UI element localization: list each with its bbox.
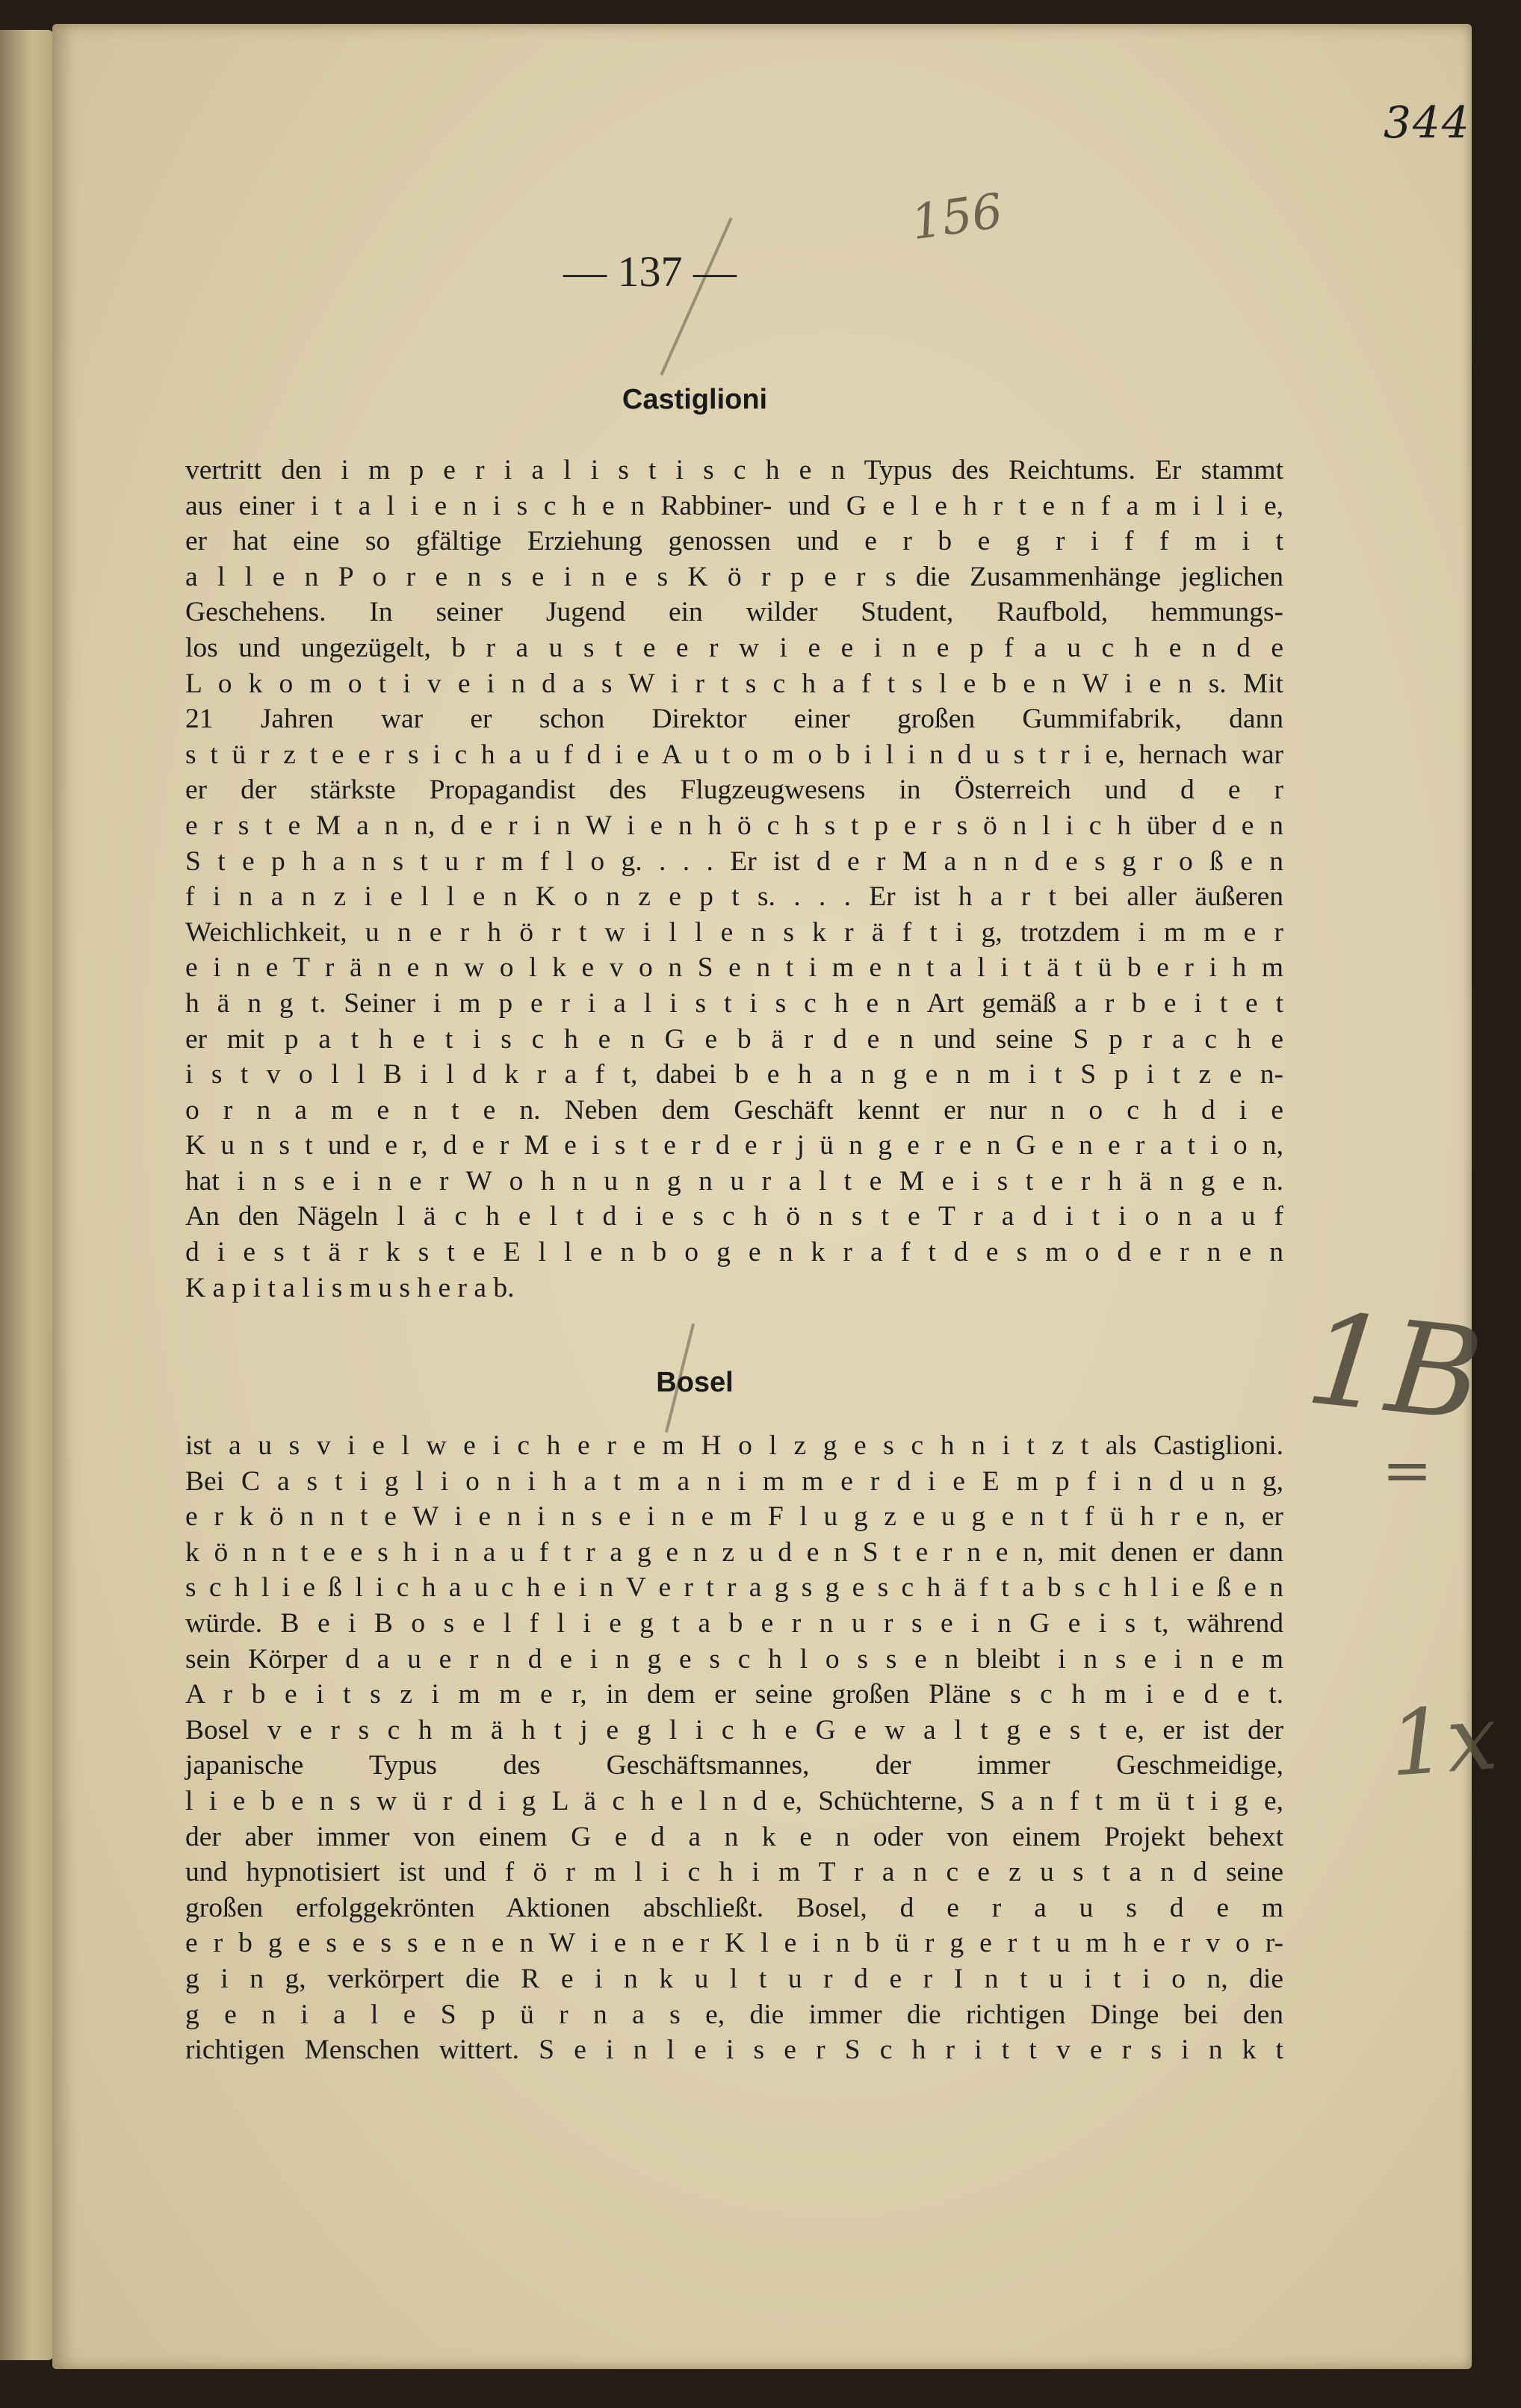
text-line: s c h l i e ß l i c h a u c h e i n V e r t r a g s g e s c h ä f t a b s c h l i e ß e n (185, 1572, 1283, 1604)
text-line: aus einer i t a l i e n i s c h e n Rabbiner- und G e l e h r t e n f a m i l i e, (185, 490, 1283, 521)
text-line: g e n i a l e S p ü r n a s e, die immer die richtigen Dinge bei den (185, 1999, 1283, 2030)
text-line: e r b g e s e s s e n e n W i e n e r K l e i n b ü r g e r t u m h e r v o r- (185, 1928, 1283, 1959)
text-line: h ä n g t. Seiner i m p e r i a l i s t i s c h e n Art gemäß a r b e i t e t (185, 987, 1283, 1019)
text-line: An den Nägeln l ä c h e l t d i e s c h ö n s t e T r a d i t i o n a u f (185, 1201, 1283, 1232)
text-line: e i n e T r ä n e n w o l k e v o n S e n t i m e n t a l i t ä t ü b e r i h m (185, 952, 1283, 984)
facing-page-edge (0, 30, 54, 2360)
text-line: d i e s t ä r k s t e E l l e n b o g e n k r a f t d e s m o d e r n e n (185, 1237, 1283, 1268)
text-line: i s t v o l l B i l d k r a f t, dabei b e h a n g e n m i t S p i t z e n- (185, 1059, 1283, 1090)
text-line: K a p i t a l i s m u s h e r a b. (185, 1272, 515, 1303)
pencil-note-equals: = (1382, 1436, 1433, 1505)
text-line: L o k o m o t i v e i n d a s W i r t s c h a f t s l e b e n W i e n s. Mit (185, 668, 1283, 699)
text-line: e r s t e M a n n, d e r i n W i e n h ö c h s t p e r s ö n l i c h über d e n (185, 810, 1283, 841)
book-page (52, 24, 1501, 2369)
text-line: der aber immer von einem G e d a n k e n oder von einem Projekt behext (185, 1821, 1283, 1852)
text-line: l i e b e n s w ü r d i g L ä c h e l n d e, Schüchterne, S a n f t m ü t i g e, (185, 1785, 1283, 1816)
text-line: japanische Typus des Geschäftsmannes, der immer Geschmeidige, (185, 1750, 1283, 1781)
text-line: richtigen Menschen wittert. S e i n l e i s e r S c h r i t t v e r s i n k t (185, 2035, 1283, 2066)
page-number: — 137 — (563, 247, 737, 296)
handwritten-folio-number: 344 (1384, 97, 1471, 148)
text-line: a l l e n P o r e n s e i n e s K ö r p e r s die Zusammenhänge jeglichen (185, 561, 1283, 592)
section-text-castiglioni (185, 453, 1283, 1306)
text-line: und hypnotisiert ist und f ö r m l i c h i m T r a n c e z u s t a n d seine (185, 1857, 1283, 1888)
section-title-bosel: Bosel (656, 1367, 734, 1398)
text-line: s t ü r z t e e r s i c h a u f d i e A u t o m o b i l i n d u s t r i e, hernach war (185, 739, 1283, 770)
text-line: f i n a n z i e l l e n K o n z e p t s. . . . Er ist h a r t bei aller äußeren (185, 881, 1283, 913)
text-line: großen erfolggekrönten Aktionen abschließt. Bosel, d e r a u s d e m (185, 1892, 1283, 1923)
text-line: e r k ö n n t e W i e n i n s e i n e m F l u g z e u g e n t f ü h r e n, er (185, 1501, 1283, 1533)
text-line: A r b e i t s z i m m e r, in dem er seine großen Pläne s c h m i e d e t. (185, 1679, 1283, 1710)
pencil-note-top: 156 (908, 183, 1006, 252)
section-text-bosel (185, 1428, 1283, 2068)
text-line: vertritt den i m p e r i a l i s t i s c h e n Typus des Reichtums. Er stammt (185, 455, 1283, 485)
pencil-stroke (660, 217, 732, 376)
text-line: er hat eine so gfältige Erziehung genossen und e r b e g r i f f m i t (185, 526, 1283, 557)
text-line: los und ungezügelt, b r a u s t e e r w i e e i n e p f a u c h e n d e (185, 632, 1283, 663)
text-line: k ö n n t e e s h i n a u f t r a g e n z u d e n S t e r n e n, mit denen er dann (185, 1536, 1283, 1568)
pencil-note-1b: 1B (1300, 1285, 1489, 1450)
pencil-note-1x: 1x (1386, 1686, 1501, 1797)
text-line: Bosel v e r s c h m ä h t j e g l i c h e G e w a l t g e s t e, er ist der (185, 1714, 1283, 1746)
text-line: 21 Jahren war er schon Direktor einer großen Gummifabrik, dann (185, 704, 1283, 735)
text-line: er der stärkste Propagandist des Flugzeugwesens in Österreich und d e r (185, 775, 1283, 806)
text-line: Bei C a s t i g l i o n i h a t m a n i m m e r d i e E m p f i n d u n g, (185, 1465, 1283, 1497)
text-line: S t e p h a n s t u r m f l o g. . . . Er ist d e r M a n n d e s g r o ß e n (185, 845, 1283, 877)
text-line: g i n g, verkörpert die R e i n k u l t u r d e r I n t u i t i o n, die (185, 1963, 1283, 1994)
text-line: Weichlichkeit, u n e r h ö r t w i l l e n s k r ä f t i g, trotzdem i m m e r (185, 916, 1283, 948)
section-title-castiglioni: Castiglioni (622, 384, 768, 415)
text-line: o r n a m e n t e n. Neben dem Geschäft kennt er nur n o c h d i e (185, 1094, 1283, 1126)
text-line: hat i n s e i n e r W o h n u n g n u r a l t e M e i s t e r h ä n g e n. (185, 1165, 1283, 1197)
text-line: K u n s t und e r, d e r M e i s t e r d e r j ü n g e r e n G e n e r a t i o n, (185, 1130, 1283, 1161)
text-line: würde. B e i B o s e l f l i e g t a b e r n u r s e i n G e i s t, während (185, 1607, 1283, 1639)
text-line: ist a u s v i e l w e i c h e r e m H o l z g e s c h n i t z t als Castiglioni. (185, 1430, 1283, 1461)
text-line: sein Körper d a u e r n d e i n g e s c h l o s s e n bleibt i n s e i n e m (185, 1643, 1283, 1675)
text-line: Geschehens. In seiner Jugend ein wilder Student, Raufbold, hemmungs- (185, 597, 1283, 628)
text-line: er mit p a t h e t i s c h e n G e b ä r d e n und seine S p r a c h e (185, 1023, 1283, 1055)
